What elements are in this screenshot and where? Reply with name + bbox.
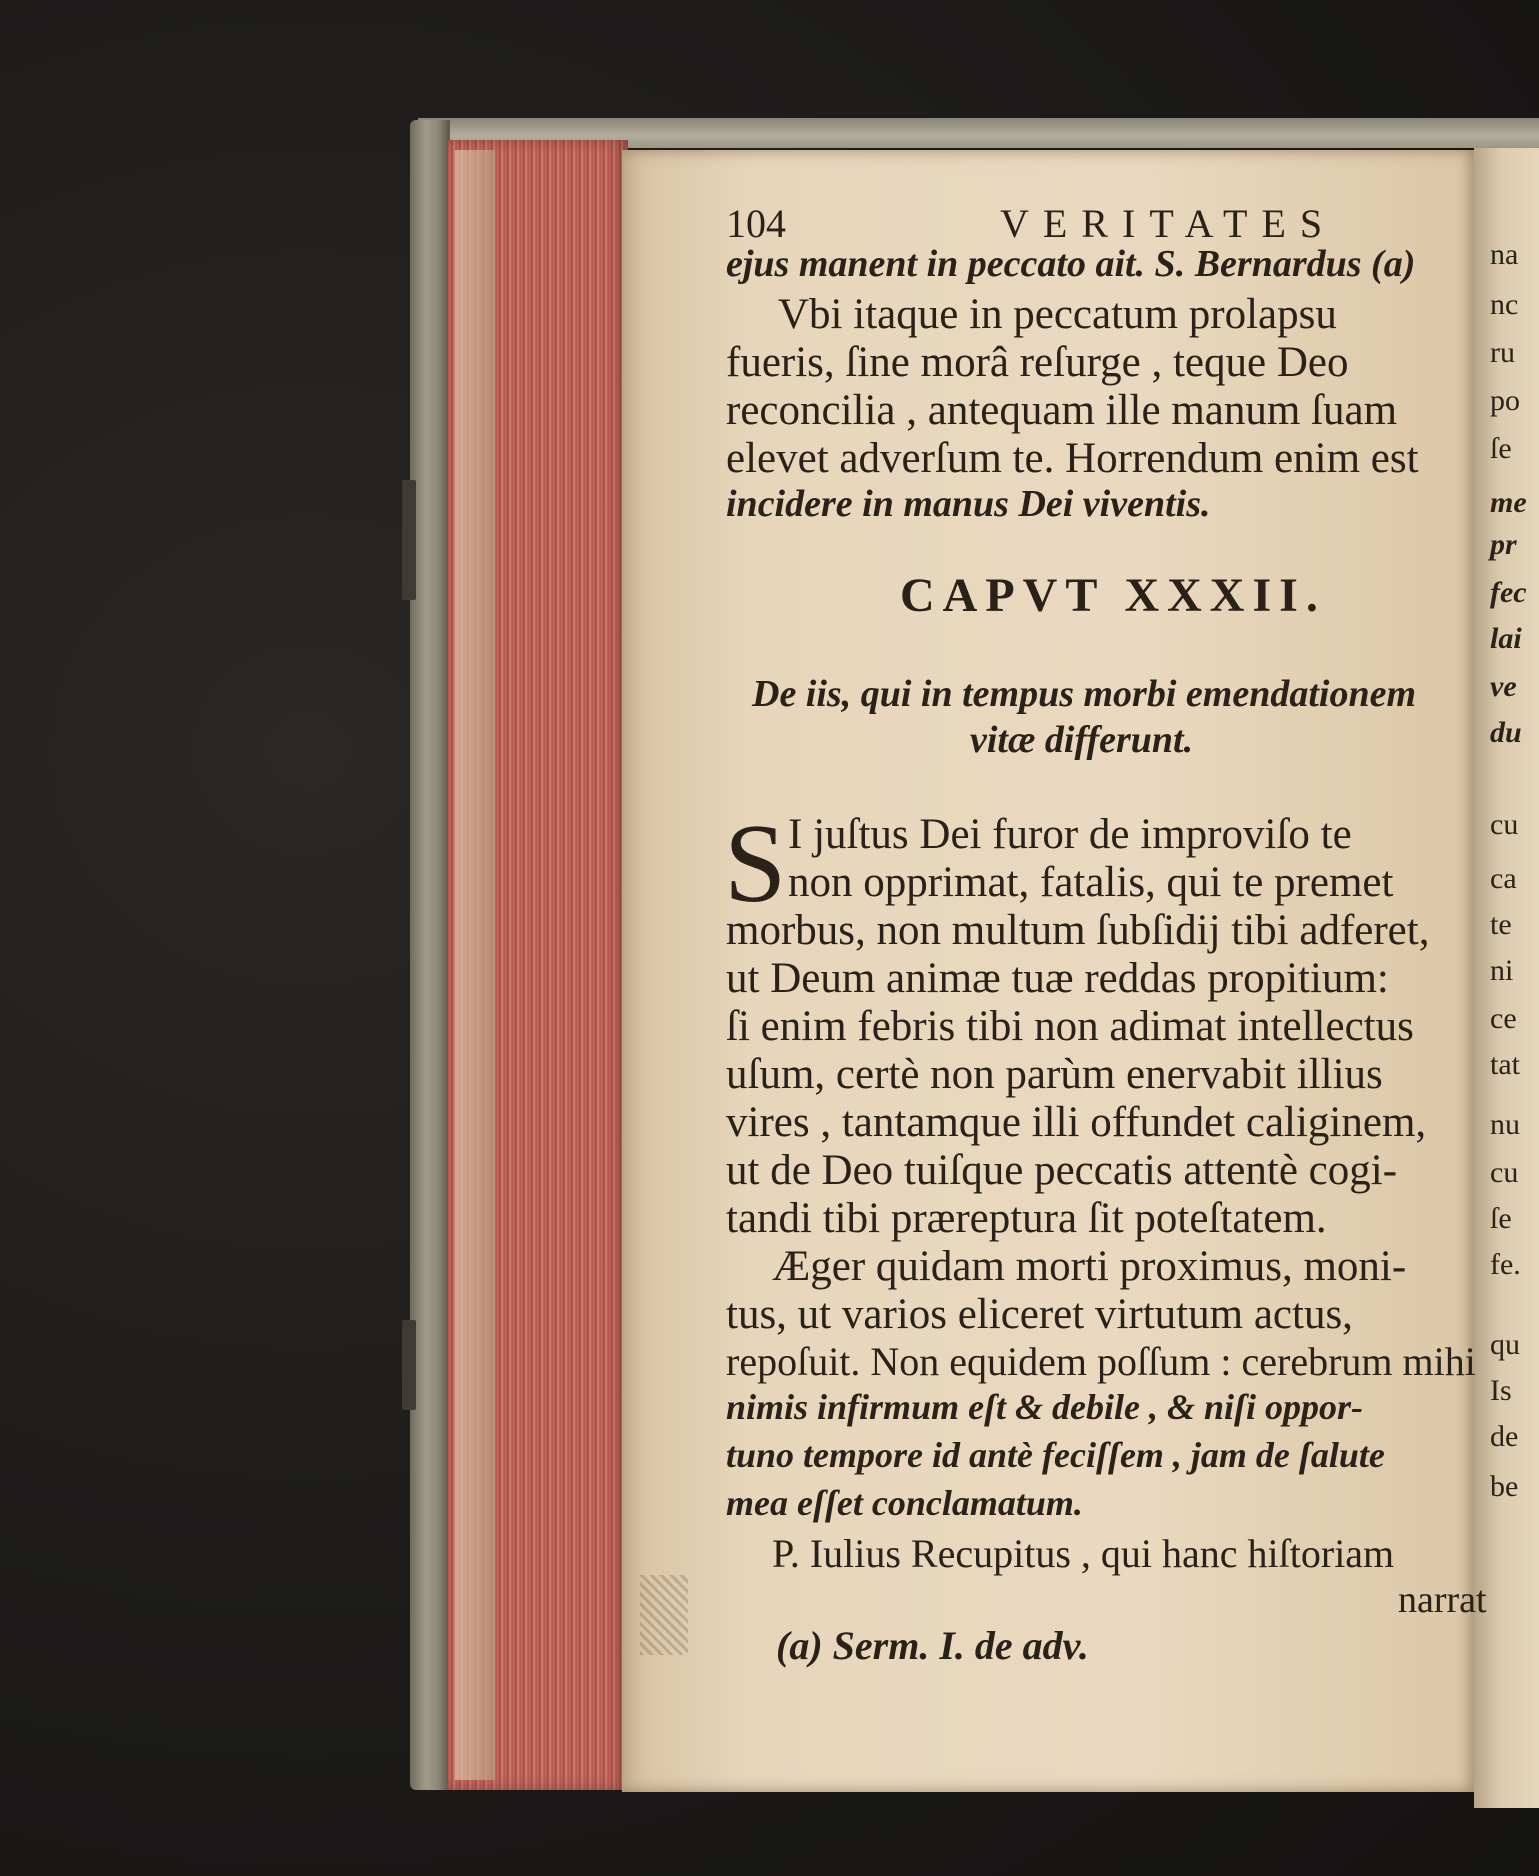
facing-page-fragment: de — [1490, 1420, 1519, 1453]
text-line: morbus, non multum ſubſidij tibi adferet, — [726, 907, 1430, 954]
catchword: narrat — [1398, 1579, 1487, 1621]
text-line: repoſuit. Non equidem poſſum : cerebrum mihi — [726, 1339, 1476, 1384]
text-line: elevet adverſum te. Horrendum enim est — [726, 435, 1419, 482]
facing-page-fragment: Is — [1490, 1374, 1512, 1407]
chapter-heading: CAPVT XXXII. — [900, 569, 1326, 622]
text-line: tandi tibi præreptura ſit poteſtatem. — [726, 1195, 1327, 1242]
chapter-subtitle-line: De iis, qui in tempus morbi emendationem — [752, 673, 1416, 715]
text-line: Æger quidam morti proximus, moni- — [772, 1243, 1407, 1290]
facing-page-fragment: du — [1490, 716, 1522, 749]
page-edge-highlight — [455, 150, 495, 1780]
facing-page-fragment: tat — [1490, 1048, 1520, 1081]
text-line: incidere in manus Dei viventis. — [726, 483, 1211, 525]
facing-page-fragment: be — [1490, 1470, 1519, 1503]
facing-page-fragment: ce — [1490, 1002, 1517, 1035]
facing-page-fragment: na — [1490, 238, 1519, 271]
book-spine — [410, 120, 450, 1790]
text-line: ejus manent in peccato ait. S. Bernardus (a) — [726, 243, 1416, 285]
clasp-bottom — [402, 1320, 416, 1410]
chapter-subtitle-line: vitæ differunt. — [970, 719, 1194, 761]
text-line: tuno tempore id antè feciſſem , jam de ſalute — [726, 1435, 1385, 1475]
facing-page-fragment: ca — [1490, 862, 1517, 895]
drop-cap: S — [724, 802, 787, 926]
facing-page-fragment: me — [1490, 486, 1527, 519]
text-line: nimis infirmum eſt & debile , & niſi oppor- — [726, 1387, 1364, 1427]
text-line: P. Iulius Recupitus , qui hanc hiſtoriam — [772, 1531, 1395, 1576]
facing-page-fragment: nc — [1490, 288, 1519, 321]
facing-page-fragment: ve — [1490, 670, 1517, 703]
facing-page-fragment: lai — [1490, 622, 1522, 655]
text-line: vires , tantamque illi offundet caliginem, — [726, 1099, 1427, 1146]
facing-page-fragment: pr — [1490, 528, 1517, 561]
text-line: uſum, certè non parùm enervabit illius — [726, 1051, 1383, 1098]
footnote: (a) Serm. I. de adv. — [776, 1623, 1089, 1668]
facing-page-fragment: te — [1490, 908, 1512, 941]
text-line: mea eſſet conclamatum. — [726, 1483, 1083, 1523]
printer-ornament — [640, 1575, 688, 1655]
facing-page-fragment: nu — [1490, 1108, 1520, 1141]
facing-page-fragment: fe. — [1490, 1248, 1521, 1281]
page-number: 104 — [726, 201, 786, 246]
facing-page-fragment: ſe — [1490, 432, 1512, 465]
facing-page-fragment: qu — [1490, 1328, 1520, 1361]
right-page-fragment — [1474, 148, 1539, 1808]
facing-page-fragment: po — [1490, 384, 1520, 417]
text-line: fueris, ſine morâ reſurge , teque Deo — [726, 339, 1349, 386]
text-line: non opprimat, fatalis, qui te premet — [788, 859, 1394, 906]
text-line: I juſtus Dei furor de improviſo te — [788, 811, 1352, 858]
text-line: Vbi itaque in peccatum prolapsu — [778, 291, 1337, 338]
text-line: ut de Deo tuiſque peccatis attentè cogi- — [726, 1147, 1398, 1194]
facing-page-fragment: ru — [1490, 336, 1515, 369]
facing-page-fragment: cu — [1490, 808, 1519, 841]
text-line: ſi enim febris tibi non adimat intellectus — [726, 1003, 1414, 1050]
running-title: VERITATES — [1000, 201, 1337, 246]
facing-page-fragment: fec — [1490, 576, 1527, 609]
facing-page-fragment: ſe — [1490, 1202, 1512, 1235]
text-line: ut Deum animæ tuæ reddas propitium: — [726, 955, 1389, 1002]
facing-page-fragment: ni — [1490, 954, 1514, 987]
clasp-top — [402, 480, 416, 600]
text-line: tus, ut varios eliceret virtutum actus, — [726, 1291, 1353, 1338]
facing-page-fragment: cu — [1490, 1156, 1519, 1189]
text-line: reconcilia , antequam ille manum ſuam — [726, 387, 1398, 434]
